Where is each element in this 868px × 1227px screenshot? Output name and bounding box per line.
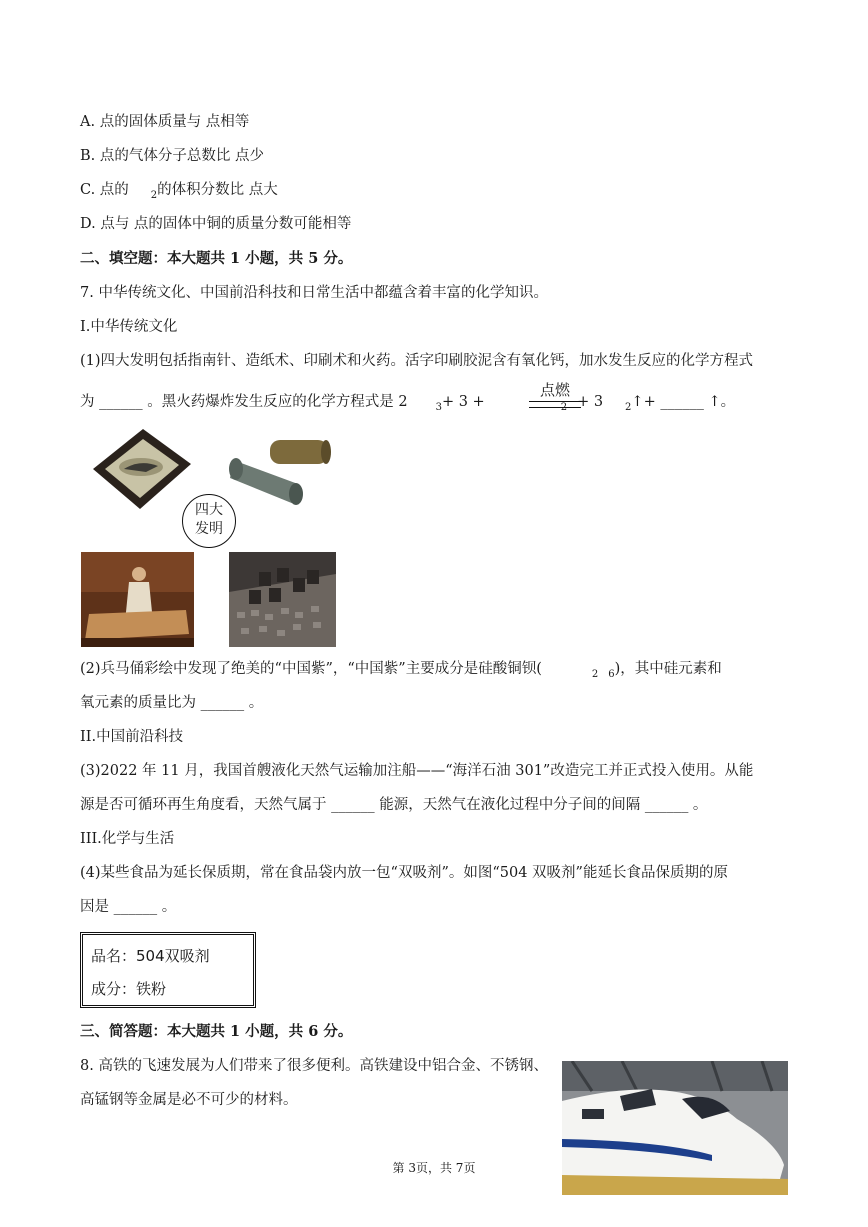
option-a: A. 点的固体质量与 点相等 [80,114,250,130]
q7-p3-line1: (3)2022 年 11 月，我国首艘液化天然气运输加注船——“海洋石油 301”改造完工并正式投入使用。从能 [80,763,754,779]
desiccant-label [80,932,256,1008]
q7-p3-line2: 源是否可循环再生角度看，天然气属于 ______ 能源，天然气在液化过程中分子间的间隔 ______ 。 [80,797,708,813]
papermaking-image [81,552,194,647]
scroll-image [228,432,333,512]
q7-p1-line2 [80,392,735,414]
q7-p1-line1: (1)四大发明包括指南针、造纸术、印刷术和火药。活字印刷胶泥含有氧化钙，加水发生反应的化学方程式 [80,353,754,369]
inventions-circle [182,494,236,548]
option-d: D. 点与 点的固体中铜的质量分数可能相等 [80,216,352,232]
reaction-condition-label: 点燃 [539,381,570,399]
option-c [80,180,278,202]
q7-part1-title: I.中华传统文化 [80,319,178,335]
q7-p4-line2: 因是 ______ 。 [80,899,177,915]
section-2-heading: 二、填空题：本大题共 1 小题，共 5 分。 [80,250,353,267]
reaction-condition [529,379,581,408]
option-c-subscript: 2 [150,190,158,201]
q7-p1-plus2: + 3 [577,394,604,410]
q7-p1-line2-text: 为 ______ 。黑火药爆炸发生反应的化学方程式是 2 [80,394,408,410]
desiccant-name: 品名：504双吸剂 [91,947,210,965]
inventions-circle-line1: 四大 [195,502,223,518]
q7-p2-sub2: 6 [608,669,615,680]
q8-line2: 高锰钢等金属是必不可少的材料。 [80,1092,298,1108]
compass-image [88,424,193,514]
option-b: B. 点的气体分子总数比 点少 [80,148,264,164]
reaction-condition-bar [529,401,581,408]
option-c-pre: C. 点的 [80,182,129,198]
desiccant-composition: 成分：铁粉 [91,980,167,998]
q7-p4-line1: (4)某些食品为延长保质期，常在食品袋内放一包“双吸剂”。如图“504 双吸剂”能延长食品保质期的原 [80,865,728,881]
q7-p1-sub1: 3 [435,402,442,413]
q7-p1-plus1: + 3 + [441,394,485,410]
q8-line1: 8. 高铁的飞速发展为人们带来了很多便利。高铁建设中铝合金、不锈钢、 [80,1058,548,1074]
q7-p2-sub1: 2 [591,669,599,680]
q7-part3-title: III.化学与生活 [80,831,175,847]
q7-part2-title: II.中国前沿科技 [80,729,184,745]
q7-p1-sub3: 2 [625,402,632,413]
option-c-post: 的体积分数比 点大 [157,182,278,198]
q7-p2-line1-b: )，其中硅元素和 [614,661,722,677]
q7-p2-line1-a: (2)兵马俑彩绘中发现了绝美的“中国紫”，“中国紫”主要成分是硅酸铜钡( [80,661,542,677]
q7-p1-sub2: 2 [560,402,568,413]
q7-p2-line1 [80,659,722,681]
q7-p2-line2: 氧元素的质量比为 ______ 。 [80,695,264,711]
inventions-circle-line2: 发明 [195,521,223,537]
q7-stem: 7. 中华传统文化、中国前沿科技和日常生活中都蕴含着丰富的化学知识。 [80,285,548,301]
movable-type-image [229,552,336,647]
page-footer: 第 3页，共 7页 [392,1161,476,1175]
q7-p1-tail: ↑+ ______ ↑。 [631,394,736,410]
section-3-heading: 三、简答题：本大题共 1 小题，共 6 分。 [80,1023,353,1040]
